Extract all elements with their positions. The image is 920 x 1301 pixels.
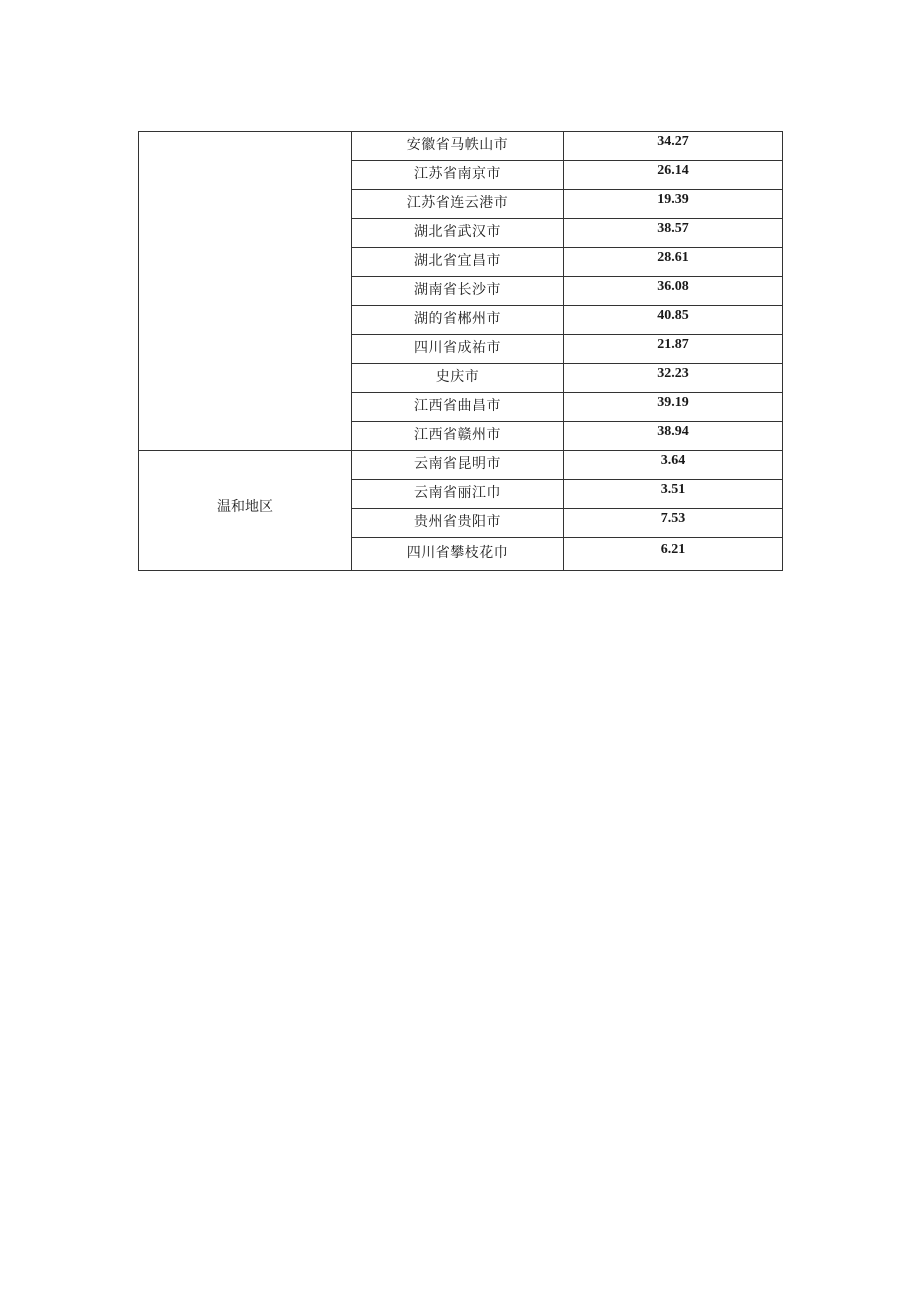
value-cell: 21.87: [564, 335, 783, 364]
city-cell: 湖南省长沙市: [352, 277, 564, 306]
value-cell: 3.51: [564, 480, 783, 509]
value-cell: 32.23: [564, 364, 783, 393]
city-cell: 湖的省郴州市: [352, 306, 564, 335]
value-cell: 34.27: [564, 132, 783, 161]
city-cell: 四川省成祐市: [352, 335, 564, 364]
city-cell: 四川省攀枝花巾: [352, 538, 564, 571]
value-cell: 36.08: [564, 277, 783, 306]
city-cell: 江苏省南京市: [352, 161, 564, 190]
value-cell: 38.57: [564, 219, 783, 248]
city-cell: 江西省曲昌市: [352, 393, 564, 422]
city-cell: 云南省丽江巾: [352, 480, 564, 509]
city-cell: 安徽省马帙山市: [352, 132, 564, 161]
city-cell: 云南省昆明市: [352, 451, 564, 480]
data-table: [138, 131, 783, 571]
region-cell: [139, 132, 352, 451]
city-cell: 江苏省连云港市: [352, 190, 564, 219]
value-cell: 19.39: [564, 190, 783, 219]
table-row: [139, 451, 783, 480]
value-cell: 38.94: [564, 422, 783, 451]
city-cell: 史庆市: [352, 364, 564, 393]
region-label: 温和地区: [217, 499, 273, 515]
value-cell: 7.53: [564, 509, 783, 538]
city-cell: 湖北省武汉市: [352, 219, 564, 248]
city-cell: 湖北省宜昌市: [352, 248, 564, 277]
value-cell: 26.14: [564, 161, 783, 190]
value-cell: 40.85: [564, 306, 783, 335]
value-cell: 39.19: [564, 393, 783, 422]
value-cell: 28.61: [564, 248, 783, 277]
region-cell: [139, 451, 352, 571]
table-row: [139, 132, 783, 161]
value-cell: 6.21: [564, 538, 783, 571]
value-cell: 3.64: [564, 451, 783, 480]
city-cell: 江西省赣州市: [352, 422, 564, 451]
city-cell: 贵州省贵阳市: [352, 509, 564, 538]
